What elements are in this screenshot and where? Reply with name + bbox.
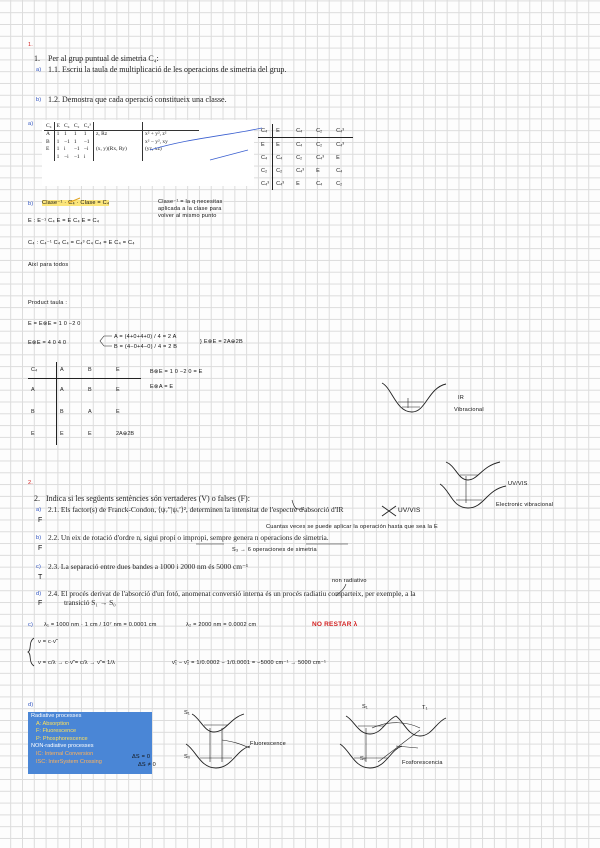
- d-label: d): [28, 702, 34, 708]
- q1-b-text: 1.2. Demostra que cada operació constitueix una classe.: [48, 95, 227, 104]
- product-table-cell: E: [60, 431, 64, 437]
- product-table-cell: A: [60, 387, 64, 393]
- correction-arrow: [150, 128, 262, 150]
- uv-excited-well: [446, 462, 500, 480]
- q2-c-answer: T: [38, 574, 43, 581]
- mult-table-corner: C₄: [258, 124, 273, 138]
- calc-lambda2: λ₂ = 2000 nm = 0.0002 cm: [186, 622, 257, 628]
- answer-a-label: a): [28, 121, 34, 127]
- branch-lines: [100, 336, 112, 346]
- class-c4-line: C₄ : C₄⁻¹ C₄ C₄ = C₄³ C₄ C₄ = E C₄ = C₄: [28, 240, 135, 246]
- product-table-row-head: B: [28, 401, 57, 423]
- product-table-cell: B: [88, 387, 92, 393]
- q2-d-note: non radiativo: [332, 578, 367, 584]
- s1-well: [192, 714, 244, 732]
- phosphorescence-label: Fosforescencia: [402, 760, 443, 766]
- highlight-arrow: [68, 198, 80, 203]
- q1-b-label: b): [36, 97, 42, 103]
- legend-internal-conversion: IC: Internal Conversion: [36, 750, 94, 757]
- q2-d-text-2: transició S₁ → S₀: [64, 598, 116, 607]
- mult-table-cell: E: [336, 154, 340, 161]
- char-table-irrep: A: [44, 130, 54, 138]
- class-e-line: E : E⁻¹ C₄ E = E C₄ E = C₄: [28, 218, 100, 224]
- char-table-cell: i: [63, 146, 66, 153]
- question2-title: Indica si les següents sentències són vertaderes (V) o falses (F):: [46, 494, 250, 503]
- uv-label: UV/VIS: [508, 481, 528, 487]
- char-table-cell: −1: [73, 153, 80, 160]
- ir-potential-well: [382, 383, 446, 412]
- legend-phosphorescence: P: Phosphorescence: [36, 735, 88, 742]
- char-table-cell: −1: [82, 138, 94, 146]
- question1-title: Per al grup puntual de simetria C₄:: [48, 54, 159, 63]
- legend-radiative-title: Radiative processes: [31, 713, 82, 719]
- mult-table-cell: C₂: [316, 141, 323, 148]
- char-table-cell: 1: [63, 131, 67, 138]
- product-table-col: A: [57, 362, 86, 379]
- product-table-col: E: [113, 362, 141, 379]
- char-table-irrep: B: [44, 138, 54, 146]
- mult-table-row-head: E: [258, 138, 273, 152]
- fluorescence-label: Fluorescence: [250, 741, 286, 747]
- legend-isc: ISC: InterSystem Crossing: [36, 758, 102, 765]
- legend-nonradiative-title: NON-radiative processes: [31, 743, 94, 750]
- calc-label: c): [28, 622, 34, 628]
- q2-b-answer: F: [38, 545, 43, 552]
- section1-marker: 1.: [28, 42, 34, 48]
- mult-table-cell: C₄³: [336, 141, 345, 148]
- product-line-ee: E⊗E = 4 0 4 0: [28, 340, 67, 346]
- question2-number: 2.: [34, 494, 40, 503]
- section2-marker: 2.: [28, 480, 34, 486]
- q2-a-label: a): [36, 507, 42, 513]
- char-table-quadratic: (yz, xz): [144, 146, 162, 153]
- calc-eq3: ν̃₁ − ν̃₂ = 1/0.0002 − 1/0.0001 = −5000 cm⁻¹ → 5000 cm⁻¹: [172, 660, 327, 666]
- char-table-cell: 1: [73, 131, 77, 138]
- uv-sub-label: Electronic vibracional: [496, 502, 554, 508]
- mult-table-cell: C₂: [336, 180, 343, 187]
- mult-table-col: C₄: [293, 124, 313, 138]
- q1-a-text: 1.1. Escriu la taula de multiplicació de les operacions de simetria del grup.: [48, 65, 287, 74]
- class-conjugation-text: Clase⁻¹ · C₄ · Clase = C₄: [42, 200, 110, 206]
- note-line: volver al mismo punto: [158, 213, 217, 219]
- fluorescence-arrow: [222, 740, 250, 748]
- char-table-cell: 1: [82, 130, 94, 138]
- phos-s0-label: S₀: [360, 756, 367, 762]
- ir-sub-label: Vibracional: [454, 407, 484, 413]
- phos-t1-label: T₁: [422, 705, 428, 711]
- ir-label: IR: [458, 395, 464, 401]
- equation-brace: [28, 638, 34, 666]
- product-table-row-head: E: [28, 423, 57, 445]
- char-table-linear: (x, y)(Rx, Ry): [93, 146, 142, 154]
- calc-lambda1: λ₁ = 1000 nm · 1 cm / 10⁷ nm = 0.0001 cm: [44, 622, 157, 628]
- fluor-s1-label: S₁: [184, 710, 191, 716]
- mult-table-cell: C₄: [316, 180, 323, 187]
- calc-warning: NO RESTAR λ: [312, 621, 358, 628]
- t1-well: [396, 716, 446, 736]
- legend-absorption: A: Absorption: [36, 720, 70, 727]
- product-branch-b: B = (4−0+4−0) / 4 = 2 B: [114, 344, 178, 350]
- product-table-cell: E: [88, 431, 92, 437]
- correction-arrow: [210, 150, 248, 160]
- product-side-2: E⊗A = E: [150, 384, 174, 390]
- mult-table-row-head: C₂: [258, 164, 273, 177]
- mult-table-cell: C₄: [276, 154, 283, 161]
- phos-s1-label: S₁: [362, 704, 369, 710]
- isc-arrow: [372, 723, 420, 728]
- s0-well: [186, 744, 250, 768]
- product-result: } E⊗E = 2A⊕2B: [200, 339, 243, 345]
- s0-well: [340, 744, 402, 768]
- q2-b-label: b): [36, 535, 42, 541]
- char-table-cell: 1: [56, 153, 60, 160]
- mult-table-row-head: C₄³: [258, 177, 273, 190]
- product-table-cell: B: [60, 409, 64, 415]
- product-table-cell: A: [88, 409, 92, 415]
- class-all-line: Així para todos: [28, 262, 69, 268]
- legend-fluorescence: F: Fluorescence: [36, 728, 77, 735]
- product-table-cell: 2A⊕2B: [116, 431, 135, 437]
- char-table-cell: −1: [63, 138, 70, 145]
- mult-table-cell: C₄³: [276, 180, 285, 187]
- char-table-col: E: [54, 122, 62, 130]
- calc-eq2: ν = c/λ → c·ν̃ = c/λ → ν̃ = 1/λ: [38, 660, 116, 666]
- q2-d-label: d): [36, 591, 42, 597]
- q2-b-note1: Cuantas veces se puede aplicar la operación hasta que sea la E: [266, 524, 438, 530]
- mult-table-cell: C₄³: [316, 154, 325, 161]
- char-table-cell: −i: [82, 146, 94, 154]
- mult-table-cell: E: [276, 141, 280, 148]
- char-table-cell: 1: [56, 138, 60, 145]
- legend-ds-nonzero: ΔS ≠ 0: [138, 762, 156, 768]
- process-legend: [28, 712, 152, 774]
- char-table-corner: C₄: [44, 122, 54, 130]
- answer-b-label: b): [28, 201, 34, 207]
- char-table-quadratic: x² − y², xy: [144, 138, 168, 145]
- s1-well: [346, 716, 396, 734]
- char-table-col: C₄: [62, 122, 72, 130]
- strike-mark: [382, 506, 396, 516]
- product-line-e: E = E⊗E = 1 0 −2 0: [28, 321, 81, 327]
- q2-b-text: 2.2. Un eix de rotació d'ordre n, sigui propi o impropi, sempre genera n operacions de simetria.: [48, 533, 329, 542]
- mult-table-cell: C₄: [336, 167, 343, 174]
- mult-table-cell: C₂: [296, 154, 303, 161]
- mult-table-col: C₄³: [333, 124, 353, 138]
- question1-number: 1.: [34, 54, 40, 63]
- note-line: aplicada a la clase para: [158, 206, 222, 212]
- char-table-cell: 1: [73, 138, 77, 145]
- mult-table-cell: C₄: [296, 141, 303, 148]
- char-table-cell: 1: [56, 131, 60, 138]
- char-table-cell: 1: [56, 146, 60, 153]
- q2-c-text: 2.3. La separació entre dues bandes a 1000 i 2000 nm és 5000 cm⁻¹: [48, 562, 249, 571]
- product-side-1: B⊗E = 1 0 −2 0 = E: [150, 369, 203, 375]
- mult-table-col: E: [273, 124, 294, 138]
- product-table-row-head: A: [28, 379, 57, 402]
- mult-table-cell: E: [296, 180, 300, 187]
- product-table-cell: E: [116, 409, 120, 415]
- calc-eq1: ν = c·ν̃: [38, 639, 57, 645]
- q2-d-text: 2.4. El procés derivat de l'absorció d'un fotó, anomenat conversió interna és un procés radiatiu comparteix, per exemple, a la: [48, 589, 416, 598]
- mult-table-row-head: C₄: [258, 151, 273, 164]
- product-table-cell: E: [116, 387, 120, 393]
- note-line: Clase⁻¹ = la q necesitas: [158, 199, 223, 205]
- char-table-cell: −1: [73, 146, 80, 153]
- char-table-cell: i: [82, 153, 94, 161]
- q1-a-label: a): [36, 67, 42, 73]
- mult-table-cell: C₄³: [296, 167, 305, 174]
- char-table-quadratic: x² + y², z²: [144, 131, 167, 138]
- q2-a-text: 2.1. Els factor(s) de Franck-Condon, ⟨ψᵥ′′|ψᵥ′⟩², determinen la intensitat de l'espectre d'absorció d'IR: [48, 505, 344, 514]
- legend-ds-zero: ΔS = 0: [132, 754, 151, 760]
- product-title: Product taula :: [28, 300, 68, 306]
- char-table-irrep: E: [44, 146, 54, 154]
- q2-d-answer: F: [38, 600, 43, 607]
- q2-a-answer: F: [38, 517, 43, 524]
- product-table-corner: C₄: [28, 362, 57, 379]
- mult-table-cell: C₂: [276, 167, 283, 174]
- q2-a-note: UV/VIS: [398, 507, 421, 514]
- mult-table-cell: E: [316, 167, 320, 174]
- fluor-s0-label: S₀: [184, 754, 191, 760]
- char-table-col: C₂: [72, 122, 82, 130]
- product-table-col: B: [85, 362, 113, 379]
- q2-c-label: c): [36, 564, 42, 570]
- product-branch-a: A = (4+0+4+0) / 4 = 2 A: [114, 334, 177, 340]
- q2-b-note2: S₃ → 6 operaciones de simetria: [232, 547, 317, 553]
- char-table-col: C₄³: [82, 122, 94, 130]
- char-table-cell: −i: [63, 153, 69, 160]
- mult-table-col: C₂: [313, 124, 333, 138]
- char-table-linear: z, Rz: [93, 130, 142, 138]
